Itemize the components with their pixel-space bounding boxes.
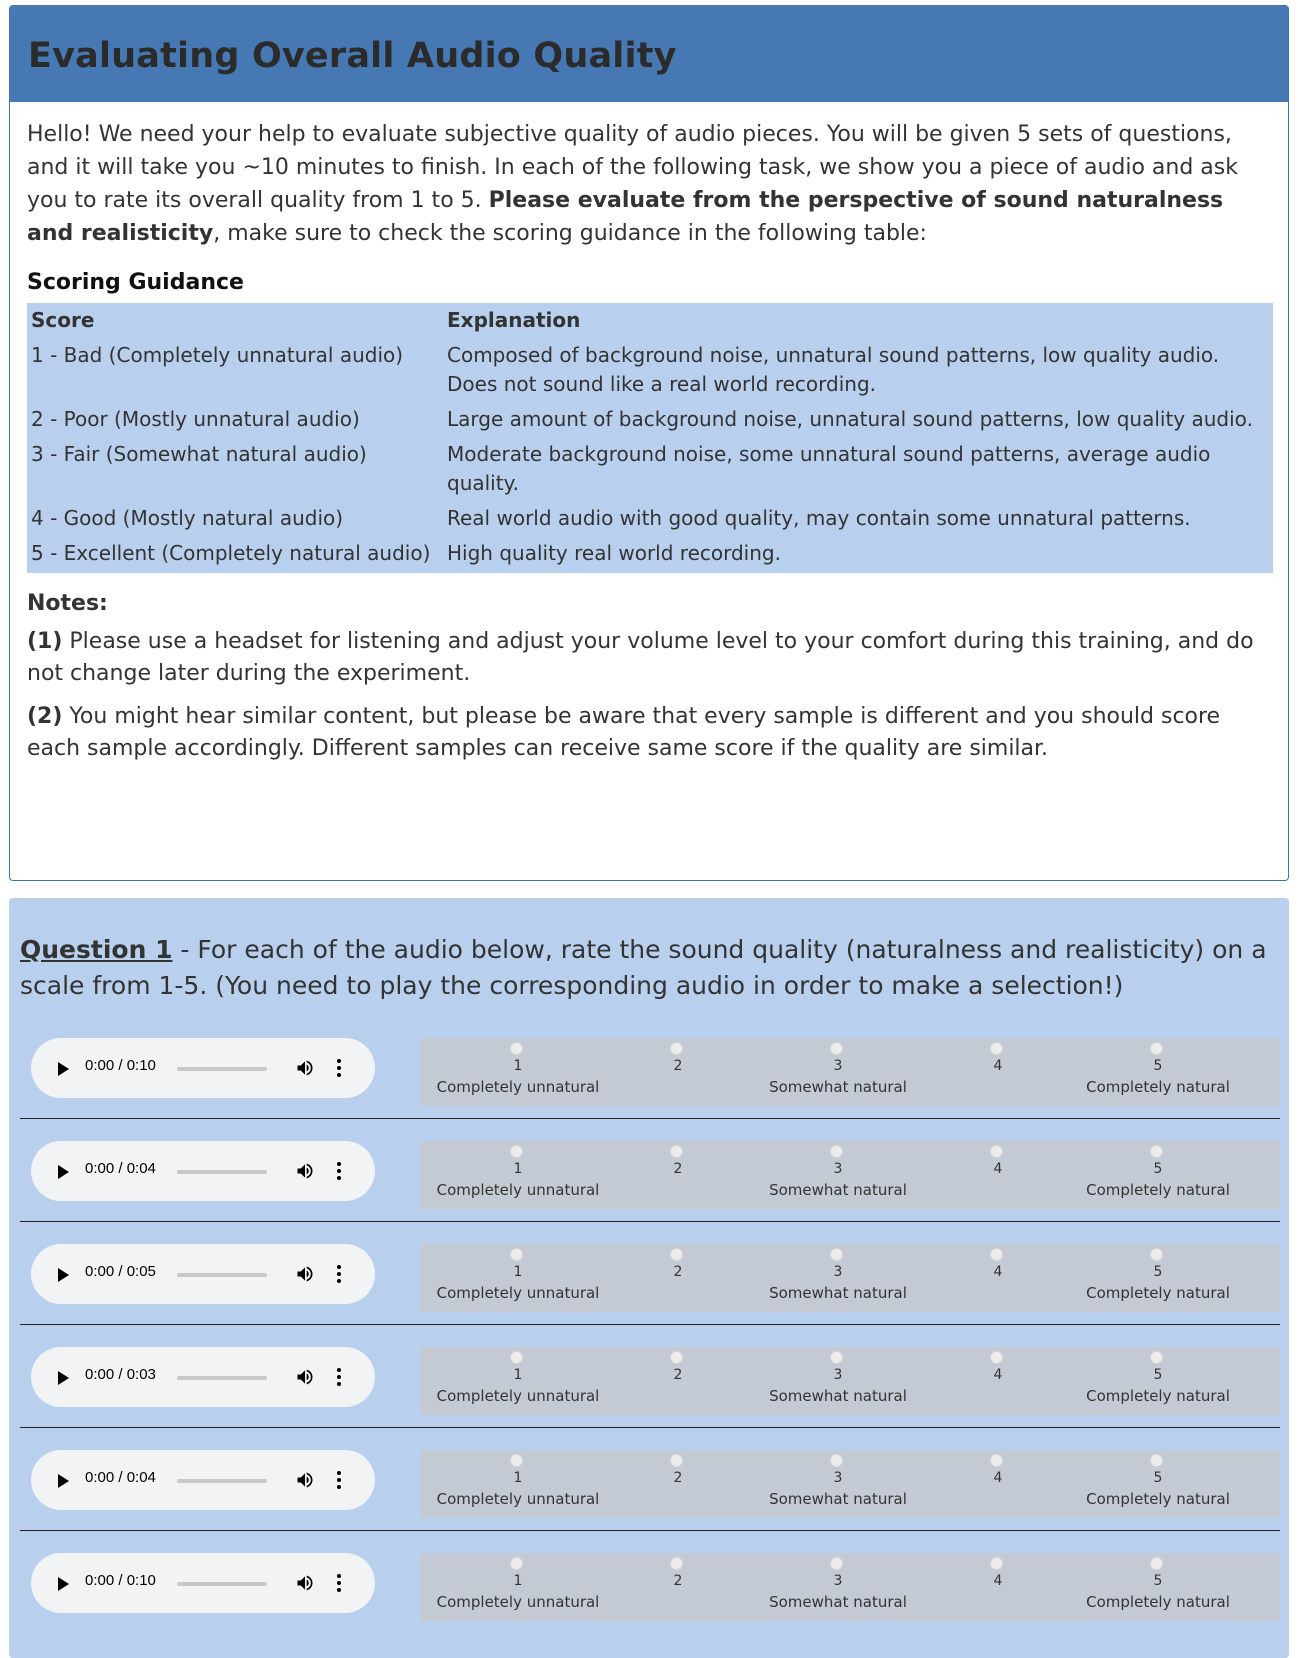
rating-value: 3	[833, 1264, 843, 1280]
audio-player[interactable]	[31, 1450, 375, 1510]
rating-value: 4	[993, 1264, 1003, 1280]
guidance-score: 4 - Good (Mostly natural audio)	[31, 506, 344, 530]
volume-icon[interactable]	[295, 1058, 315, 1078]
rating-radio[interactable]	[990, 1557, 1003, 1570]
rating-label: Somewhat natural	[769, 1181, 907, 1199]
more-options-icon[interactable]	[336, 1264, 342, 1284]
guidance-row	[27, 503, 1273, 538]
rating-value: 5	[1153, 1264, 1163, 1280]
guidance-score: 5 - Excellent (Completely natural audio)	[31, 541, 431, 565]
rating-value: 3	[833, 1058, 843, 1074]
rating-radio[interactable]	[1150, 1351, 1163, 1364]
rating-value: 2	[673, 1573, 683, 1589]
row-divider	[20, 1221, 1280, 1222]
rating-value: 1	[513, 1367, 523, 1383]
guidance-row	[27, 340, 1273, 404]
rating-radio[interactable]	[670, 1145, 683, 1158]
rating-value: 2	[673, 1058, 683, 1074]
rating-label: Completely unnatural	[436, 1387, 600, 1405]
more-options-icon[interactable]	[336, 1470, 342, 1490]
page-title: Evaluating Overall Audio Quality	[28, 36, 677, 76]
more-options-icon[interactable]	[336, 1573, 342, 1593]
rating-radio[interactable]	[510, 1454, 523, 1467]
rating-label: Somewhat natural	[769, 1284, 907, 1302]
rating-scale	[420, 1141, 1280, 1209]
rating-label: Completely natural	[1086, 1387, 1230, 1405]
note-text: Please use a headset for listening and adjust your volume level to your comfort during this training, and do not change later during the experiment.	[27, 629, 1254, 686]
rating-scale	[420, 1244, 1280, 1312]
audio-rating-row	[20, 1135, 1280, 1238]
guidance-explanation: Large amount of background noise, unnatural sound patterns, low quality audio.	[447, 407, 1253, 431]
audio-time: 0:00 / 0:10	[85, 1057, 156, 1074]
guidance-score: 2 - Poor (Mostly unnatural audio)	[31, 407, 360, 431]
rating-scale	[420, 1553, 1280, 1621]
rating-value: 2	[673, 1161, 683, 1177]
col-explanation-header: Explanation	[447, 308, 581, 332]
audio-progress-track[interactable]	[177, 1582, 267, 1586]
audio-progress-track[interactable]	[177, 1273, 267, 1277]
audio-time: 0:00 / 0:04	[85, 1469, 156, 1486]
audio-player[interactable]	[31, 1244, 375, 1304]
rating-label: Completely natural	[1086, 1490, 1230, 1508]
note-marker: (2)	[27, 704, 63, 729]
rating-label: Somewhat natural	[769, 1387, 907, 1405]
guidance-table	[27, 303, 1273, 573]
rating-radio[interactable]	[510, 1248, 523, 1261]
intro-bold: Please evaluate from the perspective of sound naturalness and realisticity	[27, 188, 1224, 246]
play-icon[interactable]	[58, 1474, 69, 1488]
rating-label: Somewhat natural	[769, 1078, 907, 1096]
row-divider	[20, 1118, 1280, 1119]
rating-radio[interactable]	[670, 1351, 683, 1364]
rating-scale	[420, 1038, 1280, 1106]
rating-radio[interactable]	[670, 1454, 683, 1467]
row-divider	[20, 1427, 1280, 1428]
rating-value: 3	[833, 1161, 843, 1177]
rating-radio[interactable]	[670, 1557, 683, 1570]
rating-label: Somewhat natural	[769, 1593, 907, 1611]
audio-player[interactable]	[31, 1038, 375, 1098]
more-options-icon[interactable]	[336, 1161, 342, 1181]
volume-icon[interactable]	[295, 1470, 315, 1490]
guidance-row	[27, 404, 1273, 439]
guidance-explanation: High quality real world recording.	[447, 541, 781, 565]
audio-player[interactable]	[31, 1347, 375, 1407]
rating-value: 2	[673, 1367, 683, 1383]
guidance-title: Scoring Guidance	[27, 270, 244, 295]
rating-radio[interactable]	[830, 1248, 843, 1261]
rating-option	[1058, 1553, 1258, 1621]
note-text: You might hear similar content, but please be aware that every sample is different and you should score each sample accordingly. Different samples can receive same score if the quality are similar.	[27, 704, 1221, 761]
audio-progress-track[interactable]	[177, 1376, 267, 1380]
rating-value: 5	[1153, 1367, 1163, 1383]
question-prompt	[20, 932, 1280, 1004]
guidance-row	[27, 439, 1273, 503]
intro-text: Hello! We need your help to evaluate subjective quality of audio pieces. You will be given 5 sets of questions, and it will take you ~10 minutes to finish. In each of the following task, we show you a piece of audio and ask you to rate its overall quality from 1 to 5.	[27, 122, 1238, 213]
rating-value: 3	[833, 1470, 843, 1486]
guidance-explanation: Real world audio with good quality, may contain some unnatural patterns.	[447, 506, 1191, 530]
guidance-header-row	[27, 303, 1273, 340]
guidance-explanation: Composed of background noise, unnatural sound patterns, low quality audio. Does not sound like a real world recording.	[447, 343, 1220, 396]
rating-radio[interactable]	[1150, 1042, 1163, 1055]
row-divider	[20, 1324, 1280, 1325]
rating-option	[1058, 1038, 1258, 1106]
rating-radio[interactable]	[830, 1145, 843, 1158]
rating-value: 4	[993, 1470, 1003, 1486]
rating-radio[interactable]	[830, 1557, 843, 1570]
rating-radio[interactable]	[510, 1145, 523, 1158]
audio-progress-track[interactable]	[177, 1067, 267, 1071]
audio-rating-row	[20, 1238, 1280, 1341]
rating-radio[interactable]	[990, 1351, 1003, 1364]
guidance-row	[27, 538, 1273, 573]
rating-option	[1058, 1450, 1258, 1518]
rating-radio[interactable]	[510, 1557, 523, 1570]
audio-time: 0:00 / 0:04	[85, 1160, 156, 1177]
volume-icon[interactable]	[295, 1367, 315, 1387]
rating-value: 2	[673, 1470, 683, 1486]
rating-radio[interactable]	[990, 1145, 1003, 1158]
rating-radio[interactable]	[990, 1042, 1003, 1055]
notes-title: Notes:	[27, 591, 108, 616]
row-divider	[20, 1530, 1280, 1531]
rating-value: 3	[833, 1367, 843, 1383]
rating-value: 1	[513, 1264, 523, 1280]
rating-label: Somewhat natural	[769, 1490, 907, 1508]
audio-time: 0:00 / 0:03	[85, 1366, 156, 1383]
question-label: Question 1	[20, 935, 173, 964]
rating-radio[interactable]	[830, 1454, 843, 1467]
rating-option	[1058, 1347, 1258, 1415]
rating-value: 5	[1153, 1161, 1163, 1177]
rating-value: 5	[1153, 1058, 1163, 1074]
rating-value: 3	[833, 1573, 843, 1589]
panel-header	[10, 6, 1288, 102]
audio-player[interactable]	[31, 1553, 375, 1613]
rating-radio[interactable]	[1150, 1454, 1163, 1467]
intro-text-end: , make sure to check the scoring guidance in the following table:	[213, 221, 927, 246]
rating-scale	[420, 1347, 1280, 1415]
rating-option	[1058, 1141, 1258, 1209]
note-item	[27, 626, 1270, 690]
rating-label: Completely natural	[1086, 1593, 1230, 1611]
volume-icon[interactable]	[295, 1573, 315, 1593]
rating-value: 1	[513, 1573, 523, 1589]
rating-label: Completely unnatural	[436, 1490, 600, 1508]
play-icon[interactable]	[58, 1577, 69, 1591]
rating-value: 2	[673, 1264, 683, 1280]
audio-time: 0:00 / 0:10	[85, 1572, 156, 1589]
rating-value: 4	[993, 1161, 1003, 1177]
play-icon[interactable]	[58, 1165, 69, 1179]
rating-label: Completely natural	[1086, 1078, 1230, 1096]
play-icon[interactable]	[58, 1062, 69, 1076]
rating-radio[interactable]	[510, 1351, 523, 1364]
question-text: - For each of the audio below, rate the sound quality (naturalness and realisticity) on a scale from 1-5. (You need to play the corresponding audio in order to make a selection!)	[20, 935, 1267, 1000]
col-score-header: Score	[31, 308, 95, 332]
more-options-icon[interactable]	[336, 1058, 342, 1078]
rating-label: Completely unnatural	[436, 1078, 600, 1096]
rating-value: 5	[1153, 1573, 1163, 1589]
rating-label: Completely natural	[1086, 1181, 1230, 1199]
audio-progress-track[interactable]	[177, 1170, 267, 1174]
audio-progress-track[interactable]	[177, 1479, 267, 1483]
volume-icon[interactable]	[295, 1264, 315, 1284]
rating-radio[interactable]	[1150, 1145, 1163, 1158]
more-options-icon[interactable]	[336, 1367, 342, 1387]
rating-label: Completely natural	[1086, 1284, 1230, 1302]
volume-icon[interactable]	[295, 1161, 315, 1181]
play-icon[interactable]	[58, 1371, 69, 1385]
guidance-explanation: Moderate background noise, some unnatural sound patterns, average audio quality.	[447, 442, 1211, 495]
rating-label: Completely unnatural	[436, 1181, 600, 1199]
instructions-body	[10, 102, 1288, 765]
rating-radio[interactable]	[510, 1042, 523, 1055]
rating-radio[interactable]	[670, 1042, 683, 1055]
rating-value: 5	[1153, 1470, 1163, 1486]
instructions-panel	[9, 5, 1289, 881]
rating-option	[1058, 1244, 1258, 1312]
rating-scale	[420, 1450, 1280, 1518]
rating-value: 4	[993, 1367, 1003, 1383]
rating-label: Completely unnatural	[436, 1284, 600, 1302]
audio-rating-row	[20, 1032, 1280, 1135]
rating-value: 1	[513, 1470, 523, 1486]
guidance-score: 1 - Bad (Completely unnatural audio)	[31, 343, 404, 367]
rating-label: Completely unnatural	[436, 1593, 600, 1611]
rating-value: 1	[513, 1161, 523, 1177]
intro-paragraph	[27, 118, 1270, 250]
rating-radio[interactable]	[830, 1351, 843, 1364]
rating-value: 1	[513, 1058, 523, 1074]
audio-time: 0:00 / 0:05	[85, 1263, 156, 1280]
rating-radio[interactable]	[830, 1042, 843, 1055]
rating-radio[interactable]	[990, 1248, 1003, 1261]
rating-radio[interactable]	[670, 1248, 683, 1261]
audio-player[interactable]	[31, 1141, 375, 1201]
question-panel	[9, 898, 1289, 1658]
audio-rating-row	[20, 1341, 1280, 1444]
audio-rating-row	[20, 1547, 1280, 1650]
note-item	[27, 701, 1270, 765]
play-icon[interactable]	[58, 1268, 69, 1282]
rating-value: 4	[993, 1058, 1003, 1074]
audio-rating-row	[20, 1444, 1280, 1547]
note-marker: (1)	[27, 629, 63, 654]
rating-value: 4	[993, 1573, 1003, 1589]
rating-radio[interactable]	[1150, 1557, 1163, 1570]
rating-radio[interactable]	[990, 1454, 1003, 1467]
rating-radio[interactable]	[1150, 1248, 1163, 1261]
guidance-score: 3 - Fair (Somewhat natural audio)	[31, 442, 367, 466]
